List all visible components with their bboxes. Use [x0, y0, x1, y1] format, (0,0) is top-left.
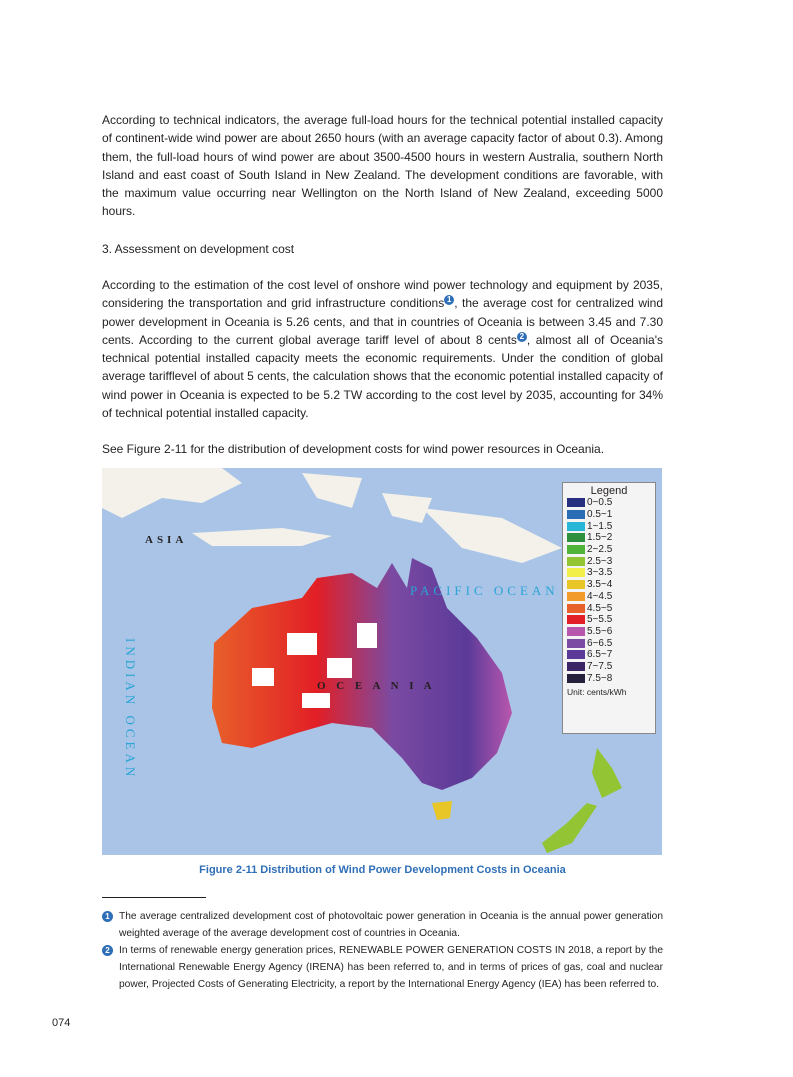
legend-item	[567, 497, 655, 509]
legend-label: 7~7.5	[587, 660, 613, 672]
legend-item	[567, 544, 655, 556]
legend-label: 7.5~8	[587, 672, 613, 684]
legend-item	[567, 661, 655, 673]
legend-label: 3.5~4	[587, 579, 613, 591]
legend-label: 5.5~6	[587, 625, 613, 637]
footnote-text: The average centralized development cost of photovoltaic power generation in Oceania is the annual power generation weighted average of the average development cost of countries in Oceania.	[119, 911, 663, 939]
footnote-divider	[102, 897, 206, 898]
legend-swatch	[567, 580, 585, 589]
footnote-ref-1[interactable]: 1	[444, 295, 454, 305]
legend-item	[567, 579, 655, 591]
legend-label: 0.5~1	[587, 509, 613, 521]
legend-swatch	[567, 615, 585, 624]
legend-title: Legend	[590, 485, 628, 497]
legend-unit: Unit: cents/kWh	[567, 687, 627, 697]
tasmania	[432, 801, 452, 820]
legend-label: 1.5~2	[587, 532, 613, 544]
legend-label: 5~5.5	[587, 614, 613, 626]
legend-item	[567, 614, 655, 626]
legend-swatch	[567, 592, 585, 601]
legend-swatch	[567, 557, 585, 566]
footnote-number: 1	[102, 911, 113, 922]
legend-swatch	[567, 510, 585, 519]
section-heading: 3. Assessment on development cost	[102, 242, 295, 256]
asia-islands	[102, 468, 562, 563]
footnote-number: 2	[102, 945, 113, 956]
new-zealand	[542, 748, 622, 853]
legend-swatch	[567, 627, 585, 636]
legend-item	[567, 555, 655, 567]
paragraph-text: , almost all of Oceania's technical potential installed capacity meets the economic requirements. Under the condition of global average tarifflevel of about 5 cents, the calculation shows that the economic potential installed capacity of wind power in Oceania is expected to be 5.2 TW according to the cost level by 2035, accounting for 34% of technical potential installed capacity.	[102, 332, 663, 421]
page-number: 074	[52, 1017, 71, 1029]
paragraph-text: According to the estimation of the cost level of onshore wind power technology and equipment by 2035, considering the transportation and grid infrastructure conditions	[102, 278, 663, 311]
legend-swatch	[567, 568, 585, 577]
figure-caption: Figure 2-11 Distribution of Wind Power Development Costs in Oceania	[199, 864, 566, 876]
paragraph-text: , the average cost for centralized wind power development in Oceania is 5.26 cents, and that in countries of Oceania is between 3.45 and 7.30 cents. According to the current global average tariff level of about 8 cents	[102, 296, 664, 347]
paragraph-figure-reference: See Figure 2-11 for the distribution of development costs for wind power resources in Oceania.	[102, 442, 605, 456]
paragraph-full-load-hours: According to technical indicators, the average full-load hours for the technical potential installed capacity of continent-wide wind power are about 2650 hours (with an average capacity factor of about 0.3). Among them, the full-load hours of wind power are about 3500-4500 hours in western Australia, southern North Island and east coast of South Island in New Zealand. The development conditions are favorable, with the maximum value occurring near Wellington on the North Island of New Zealand, exceeding 5000 hours.	[102, 113, 663, 219]
map-legend	[562, 482, 656, 734]
legend-swatch	[567, 674, 585, 683]
footnote-text: In terms of renewable energy generation prices, RENEWABLE POWER GENERATION COSTS IN 2018, a report by the International Renewable Energy Agency (IRENA) has been referred to, and in terms of prices of gas, coal and nuclear power, Projected Costs of Generating Electricity, a report by the International Energy Agency (IEA) has been referred to.	[119, 945, 663, 990]
footnote-2	[102, 942, 663, 993]
label-indian-ocean: INDIAN OCEAN	[123, 638, 138, 781]
legend-item	[567, 672, 655, 684]
legend-item	[567, 520, 655, 532]
legend-swatch	[567, 533, 585, 542]
legend-label: 6~6.5	[587, 637, 613, 649]
legend-label: 4~4.5	[587, 590, 613, 602]
legend-swatch	[567, 498, 585, 507]
legend-item	[567, 637, 655, 649]
legend-item	[567, 532, 655, 544]
footnote-1	[102, 908, 663, 942]
legend-swatch	[567, 662, 585, 671]
wind-cost-map	[102, 468, 662, 855]
legend-label: 2~2.5	[587, 544, 613, 556]
label-asia: ASIA	[145, 534, 188, 546]
paragraph-development-cost	[102, 276, 663, 422]
legend-label: 6.5~7	[587, 649, 613, 661]
legend-item	[567, 567, 655, 579]
legend-swatch	[567, 545, 585, 554]
legend-item	[567, 649, 655, 661]
label-pacific-ocean: PACIFIC OCEAN	[410, 583, 559, 598]
legend-swatch	[567, 650, 585, 659]
footnote-ref-2[interactable]: 2	[517, 332, 527, 342]
legend-label: 4.5~5	[587, 602, 613, 614]
legend-label: 1~1.5	[587, 520, 613, 532]
legend-item	[567, 509, 655, 521]
legend-label: 0~0.5	[587, 497, 613, 509]
legend-item	[567, 626, 655, 638]
legend-swatch	[567, 639, 585, 648]
legend-label: 2.5~3	[587, 555, 613, 567]
legend-item	[567, 602, 655, 614]
legend-swatch	[567, 522, 585, 531]
legend-label: 3~3.5	[587, 567, 613, 579]
legend-swatch	[567, 604, 585, 613]
label-oceania: O C E A N I A	[317, 680, 436, 692]
legend-item	[567, 591, 655, 603]
